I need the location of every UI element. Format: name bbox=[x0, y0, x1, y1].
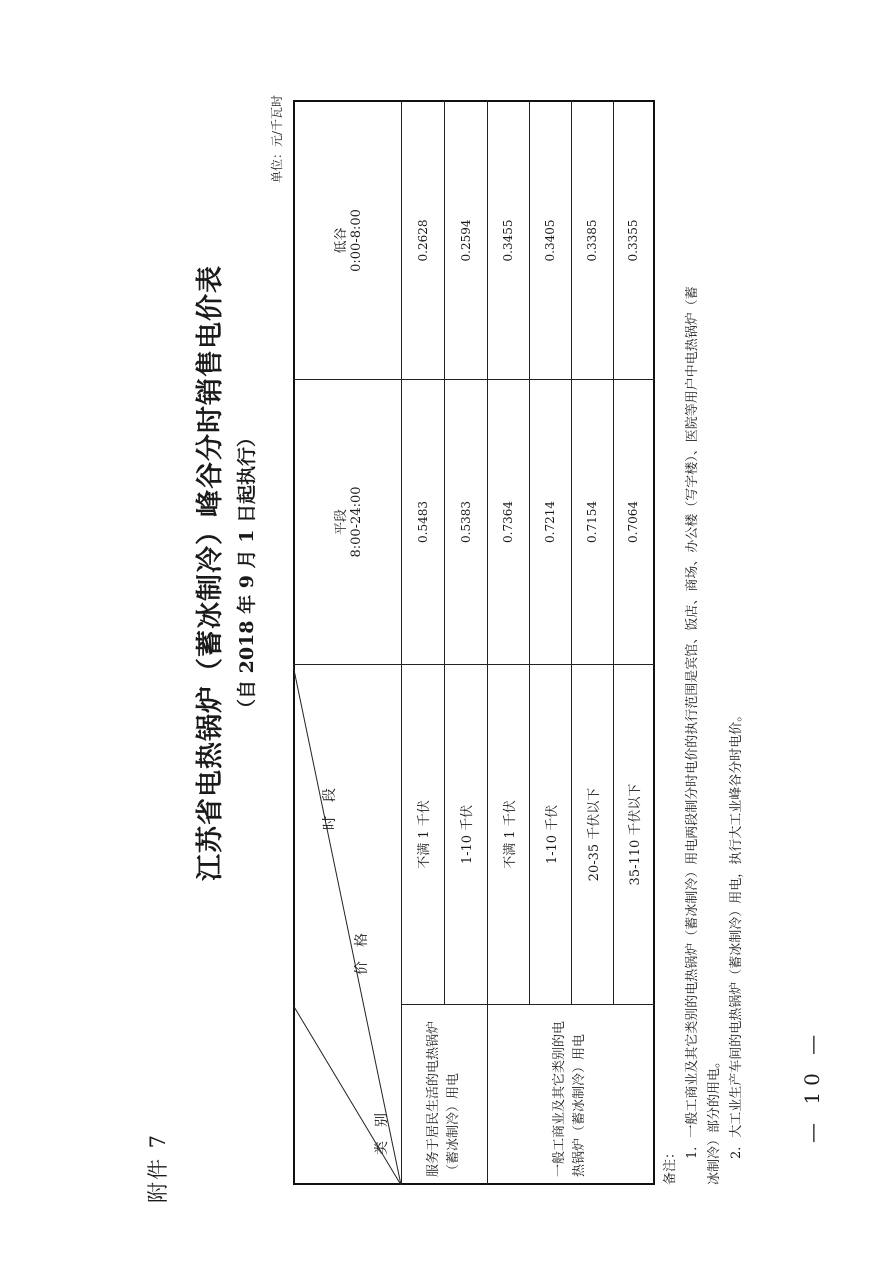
voltage-cell: 35-110 千伏以下 bbox=[627, 783, 643, 886]
flat-price-cell: 0.7154 bbox=[585, 501, 599, 543]
notes-label: 备注： bbox=[663, 1145, 678, 1185]
voltage-cell: 20-35 千伏以下 bbox=[586, 787, 602, 882]
valley-price-cell: 0.3405 bbox=[543, 219, 557, 262]
voltage-cell: 不满 1 千伏 bbox=[502, 800, 518, 869]
notes-section bbox=[660, 85, 748, 1185]
flat-price-cell: 0.7214 bbox=[543, 501, 557, 543]
attachment-label: 附件 7 bbox=[146, 1132, 170, 1203]
col-header-flat-time: 8:00-24:00 bbox=[349, 486, 364, 558]
voltage-cell: 1-10 千伏 bbox=[460, 804, 475, 865]
diag-label-price: 价 格 bbox=[354, 933, 370, 975]
voltage-cell: 1-10 千伏 bbox=[544, 804, 560, 865]
valley-price-cell: 0.2628 bbox=[415, 219, 430, 262]
voltage-cell: 不满 1 千伏 bbox=[417, 800, 432, 869]
page-title: 江苏省电热锅炉（蓄冰制冷）峰谷分时销售电价表 bbox=[195, 265, 226, 881]
flat-price-cell: 0.7064 bbox=[626, 501, 640, 543]
flat-price-cell: 0.5383 bbox=[458, 501, 473, 543]
col-header-flat bbox=[293, 380, 401, 664]
diag-label-category: 类 别 bbox=[374, 1113, 390, 1155]
cat-divider bbox=[401, 1004, 655, 1005]
page-subtitle: （自 2018 年 9 月 1 日起执行） bbox=[236, 428, 258, 719]
note-line-1: 1．一般工商业及其它类别的电热锅炉（蓄冰制冷）用电两段制分时电价的执行范围是宾馆、饭店、商场、办公楼（写字楼）、医院等用户中电热锅炉（蓄 bbox=[685, 286, 700, 1159]
note-line-3: 2．大工业生产车间的电热锅炉（蓄冰制冷）用电，执行大工业峰谷分时电价。 bbox=[729, 708, 744, 1159]
col-header-flat-name: 平段 bbox=[334, 509, 349, 536]
flat-price-cell: 0.5483 bbox=[415, 501, 430, 543]
col-header-valley bbox=[293, 102, 401, 379]
valley-price-cell: 0.2594 bbox=[458, 219, 473, 262]
valley-price-cell: 0.3455 bbox=[501, 219, 515, 262]
valley-price-cell: 0.3355 bbox=[626, 219, 640, 262]
diag-label-time: 时 段 bbox=[322, 788, 338, 830]
category-commercial: 一般工商业及其它类别的电热锅炉（蓄冰制冷）用电 bbox=[552, 1020, 587, 1177]
category-residential: 服务于居民生活的电热锅炉（蓄冰制冷）用电 bbox=[426, 1020, 461, 1177]
price-table bbox=[293, 100, 655, 1185]
unit-label: 单位：元/千瓦时 bbox=[270, 94, 284, 183]
col-header-valley-name: 低谷 bbox=[334, 227, 349, 254]
valley-price-cell: 0.3385 bbox=[585, 219, 599, 262]
diagonal-header bbox=[293, 665, 401, 1185]
page-number: — 10 — bbox=[800, 1028, 824, 1143]
table-border-bottom bbox=[653, 100, 655, 1185]
col-header-valley-time: 0:00-8:00 bbox=[349, 209, 364, 272]
note-line-2: 冰制冷）部分的用电。 bbox=[707, 1054, 722, 1185]
flat-price-cell: 0.7364 bbox=[501, 501, 515, 543]
diagonal-lines bbox=[293, 665, 401, 1185]
